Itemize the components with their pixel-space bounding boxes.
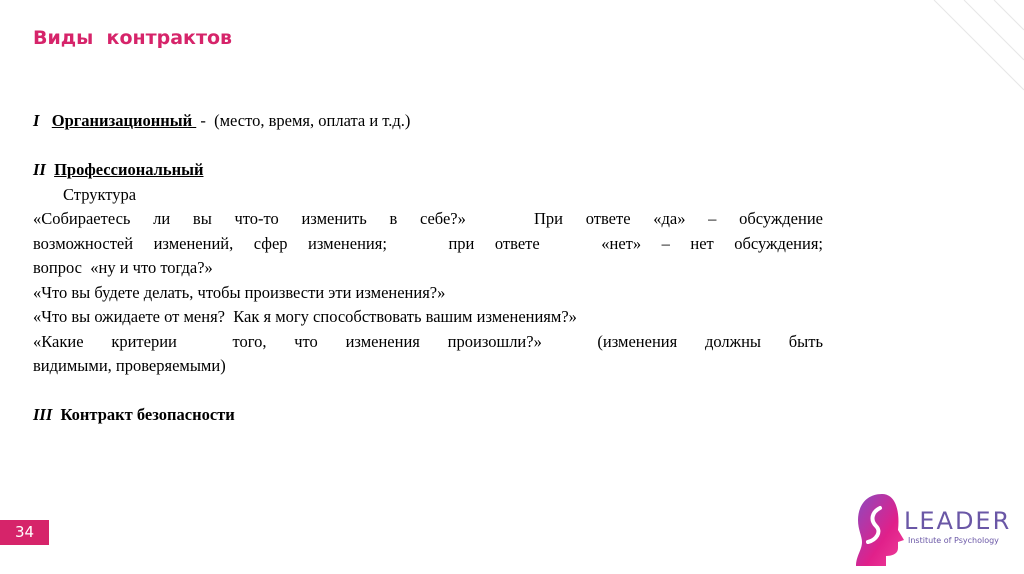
question-line: «Собираетесь ли вы что-то изменить в себе?» При ответе «да» – обсуждение — [33, 209, 823, 228]
logo-wordmark: LEADER — [904, 507, 1012, 535]
spacer — [33, 134, 823, 159]
section-numeral: I — [33, 111, 40, 130]
section-heading: Контракт безопасности — [60, 405, 235, 424]
question-line: видимыми, проверяемыми) — [33, 356, 226, 375]
section-heading: Организационный — [51, 111, 197, 130]
slide-title: Виды контрактов — [33, 27, 233, 49]
structure-label: Структура — [63, 184, 137, 204]
question-line: «Какие критерии того, что изменения произошли?» (изменения должны быть — [33, 331, 823, 351]
question-line: возможностей изменений, сфер изменения; при ответе «нет» – нет обсуждения; — [33, 233, 823, 253]
head-silhouette-icon — [852, 490, 908, 570]
corner-decoration — [894, 0, 1024, 130]
section-professional — [33, 158, 823, 183]
section-numeral: II — [33, 160, 46, 179]
logo-subtitle: Institute of Psychology — [908, 536, 999, 545]
page-number-badge: 34 — [0, 520, 49, 545]
section-numeral: III — [33, 405, 53, 424]
section-safety — [33, 403, 823, 428]
slide-body — [33, 109, 823, 428]
leader-logo — [852, 490, 1022, 570]
question-line: «Что вы будете делать, чтобы произвести эти изменения?» — [33, 282, 446, 302]
section-heading: Профессиональный — [54, 160, 204, 179]
spacer — [33, 379, 823, 404]
section-description: - (место, время, оплата и т.д.) — [196, 111, 411, 130]
section-organizational — [33, 109, 823, 134]
question-line: вопрос «ну и что тогда?» — [33, 258, 213, 277]
question-line: «Что вы ожидаете от меня? Как я могу способствовать вашим изменениям?» — [33, 307, 577, 326]
